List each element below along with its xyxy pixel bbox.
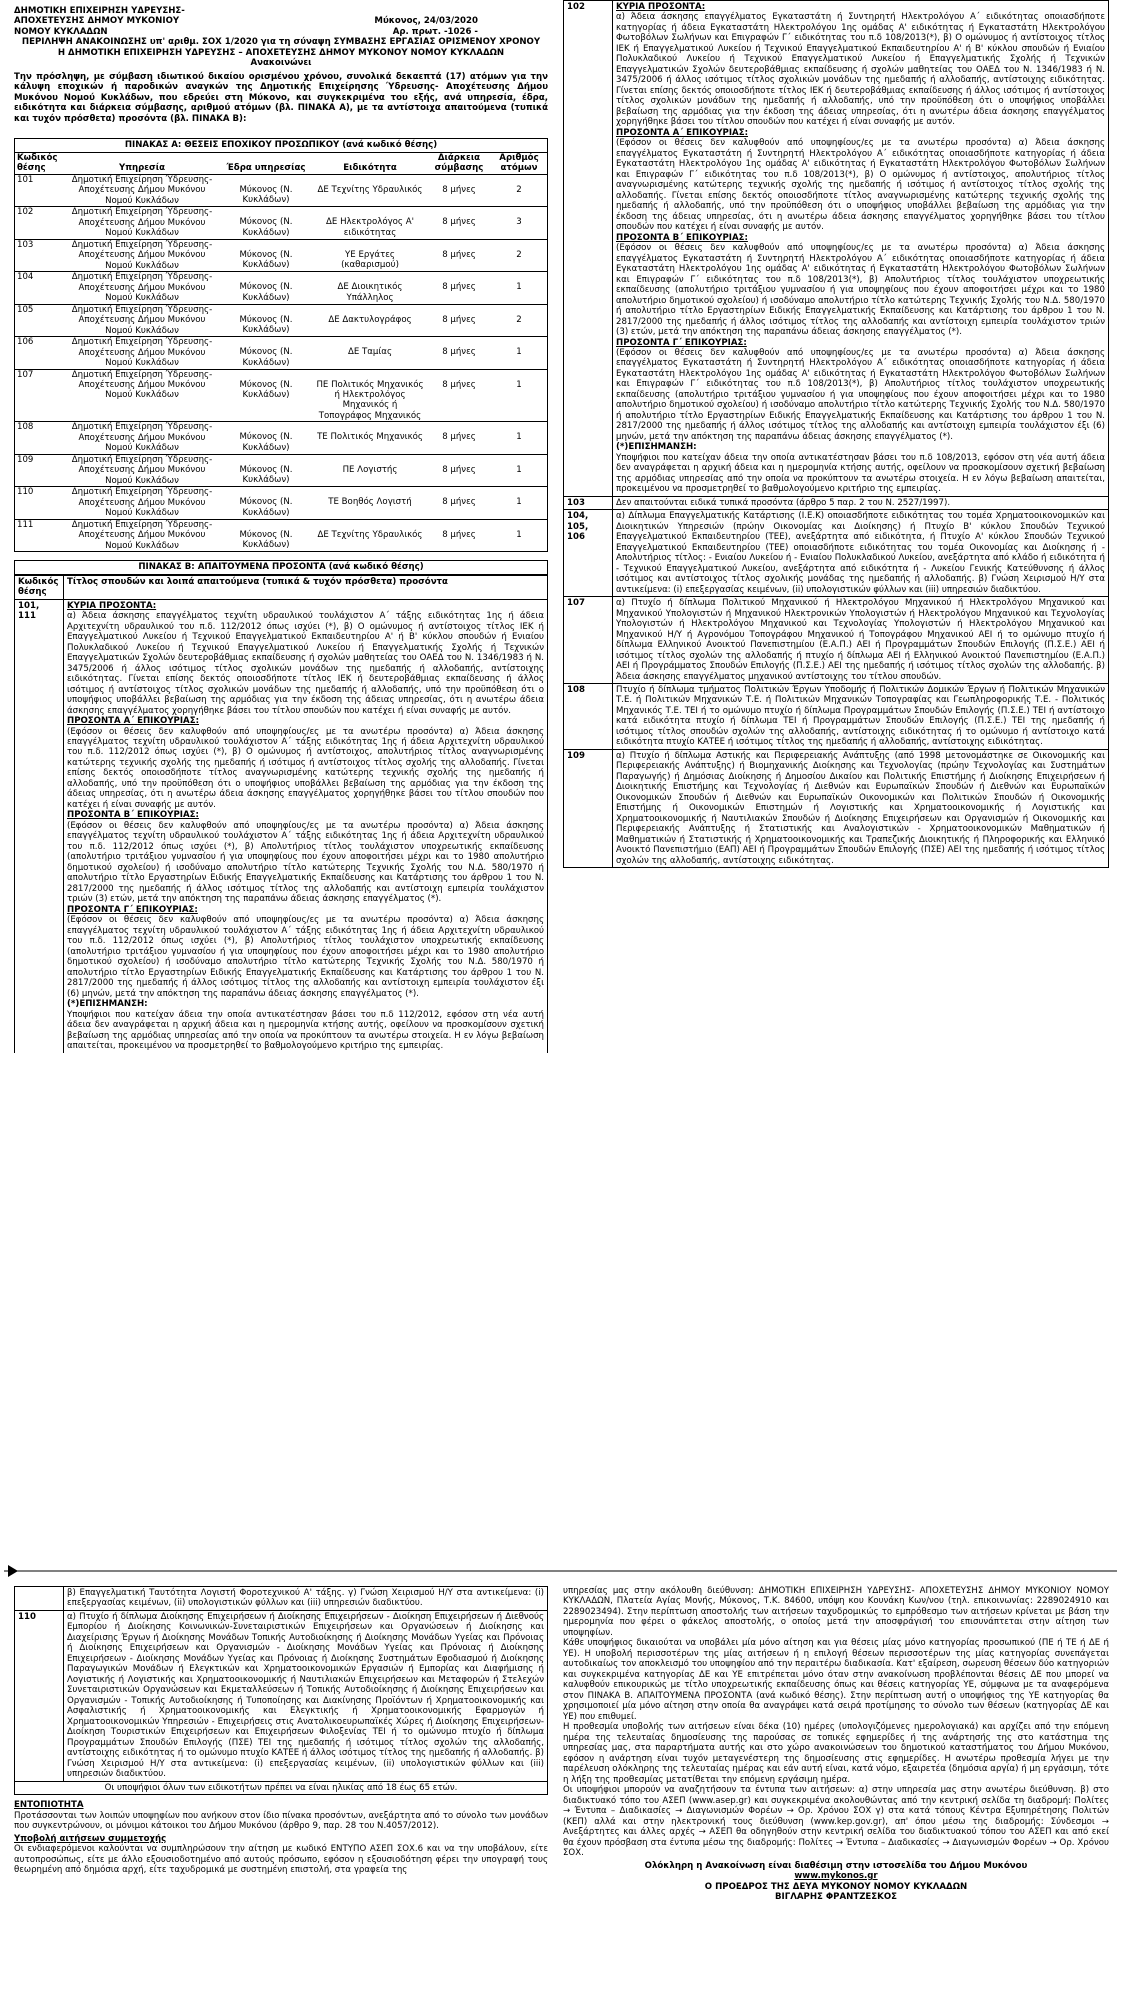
place-date: Μύκονος, 24/03/2020: [374, 16, 478, 27]
note-text: Υποψήφιοι που κατείχαν άδεια την οποία αντικατέστησαν βάσει του π.δ 112/2012, εφόσον στη νέα αυτή άδεια δεν αναγράφεται η αρχική άδεια και η ημερομηνία κτήσης αυτής, οφείλουν να προσκομίσουν σχετική βεβαίωση της αρμόδιας υπηρεσίας από την οποία να προκύπτουν τα ανωτέρω στοιχεία. Η εν λόγω βεβαίωση απαιτείται, προκειμένου να προσμετρηθεί το βαθμολογούμενο κριτήριο της εμπειρίας.: [67, 1009, 544, 1052]
row-count: 1: [491, 337, 547, 369]
table-b-head-code: Κωδικός θέσης: [15, 575, 64, 599]
row-code: [15, 1587, 64, 1611]
row-code: 110: [15, 1610, 64, 1781]
row-code: 108: [15, 422, 65, 454]
row-specialty: ΤΕ Βοηθός Λογιστή: [313, 487, 427, 519]
row-count: 2: [491, 304, 547, 336]
col-specialty: Ειδικότητα: [343, 163, 397, 174]
alt-c-text: (Εφόσον οι θέσεις δεν καλυφθούν από υποψηφίους/ες με τα ανωτέρω προσόντα) α) Άδεια άσκησης επαγγέλματος Εγκαταστάτη ή Συντηρητή Ηλεκτρολόγου Α΄ ειδικότητας οποιασδήποτε κατηγορίας ή άδεια Εγκαταστάτη Ηλεκτρολόγου 1ης ομάδας Α' ειδικότητας ή Εγκαταστάτη Ηλεκτρολόγου Φωτοβόλων Σωλήνων και Επιγραφών Γ΄ ειδικότητας του π.δ 108/2013(*), β) Απολυτήριος τίτλος τουλάχιστον υποχρεωτικής εκπαίδευσης (απολυτήριο τριτάξιου γυμνασίου ή για υποψηφίους που έχουν αποφοιτήσει μέχρι και το 1980 απολυτήριο δημοτικού σχολείου) ή ισοδύναμο απολυτήριο τίτλο κατώτερης Τεχνικής Σχολής του Ν.Δ. 580/1970 ή απολυτήριο τίτλο Εργαστηρίων Ειδικής Επαγγελματικής Εκπαίδευσης και Κατάρτισης του άρθρου 1 του Ν. 2817/2000 της ημεδαπής ή άλλος ισότιμος τίτλος της αλλοδαπής και αντίστοιχη εμπειρία τουλάχιστον έξι (6) μηνών, μετά την απόκτηση της παραπάνω άδειας άσκησης επαγγέλματος (*).: [616, 347, 1105, 442]
row-service: Δημοτική Επιχείρηση Ύδρευσης- Αποχέτευσης Δήμου Μυκόνου Νομού Κυκλάδων: [65, 304, 219, 336]
row-code: 103: [564, 496, 613, 509]
table-b-header-row: [15, 575, 547, 599]
row-duration: 8 μήνες: [427, 207, 491, 239]
row-qualifications: Πτυχίο ή δίπλωμα τμήματος Πολιτικών Έργων Υποδομής ή Πολιτικών Δομικών Έργων ή Πολιτικών Μηχανικών Τ.Ε. ή Πολιτικών Μηχανικών Τ.Ε. ή Πολιτικών Μηχανικών Τοπογραφίας και Γεωπληροφορικής Τ.Ε. - Πολιτικός Μηχανικός Τ.Ε. ΤΕΙ ή το ομώνυμο πτυχίο ή δίπλωμα Προγραμμάτων Σπουδών Επιλογής (Π.Σ.Ε.) ΤΕΙ ή αντίστοιχο κατά ειδικότητα πτυχίο ή δίπλωμα ΤΕΙ ή Προγραμμάτων Σπουδών Επιλογής (Π.Σ.Ε.) ΤΕΙ της ημεδαπής ή ισότιμος τίτλος σπουδών σχολών της αλλοδαπής, αντίστοιχης ειδικότητας ή το ομώνυμο ή αντίστοιχο κατά ειδικότητα πτυχίο ΚΑΤΕΕ ή ισότιμος τίτλος της ημεδαπής ή αλλοδαπής, αντίστοιχης ειδικότητας.: [613, 684, 1109, 750]
table-b-head-text: Τίτλος σπουδών και λοιπά απαιτούμενα (τυπικά & τυχόν πρόσθετα) προσόντα: [64, 575, 548, 599]
right-column: [563, 0, 1109, 868]
row-specialty: ΔΕ Δακτυλογράφος: [313, 304, 427, 336]
row-duration: 8 μήνες: [427, 519, 491, 551]
col-service: Υπηρεσία: [118, 163, 166, 174]
col-code: Κωδικός θέσης: [17, 152, 58, 174]
alt-c-text: (Εφόσον οι θέσεις δεν καλυφθούν από υποψηφίους/ες με τα ανωτέρω προσόντα) α) Άδεια άσκησης επαγγέλματος τεχνίτη υδραυλικού τουλάχιστον Α΄ τάξης ειδικότητας 1ης ή άδεια Αρχιτεχνίτη υδραυλικού του π.δ. 112/2012 όπως ισχύει (*), β) Απολυτήριος τίτλος τουλάχιστον υποχρεωτικής εκπαίδευσης (απολυτήριο τριτάξιου γυμνασίου ή για υποψηφίους που έχουν αποφοιτήσει μέχρι και το 1980 απολυτήριο δημοτικού σχολείου) ή ισοδύναμο απολυτήριο τίτλο κατώτερης Τεχνικής Σχολής του Ν.Δ. 580/1970 ή απολυτήριο τίτλο Εργαστηρίων Ειδικής Επαγγελματικής Εκπαίδευσης και Κατάρτισης του άρθρου 1 του Ν. 2817/2000 της ημεδαπής ή άλλος ισότιμος τίτλος της αλλοδαπής και αντίστοιχη εμπειρία τουλάχιστον έξι (6) μηνών, μετά την απόκτηση της παραπάνω άδειας άσκησης επαγγέλματος (*).: [67, 915, 544, 999]
main-qualifications-text: α) Άδεια άσκησης επαγγέλματος τεχνίτη υδραυλικού τουλάχιστον Α΄ τάξης ειδικότητας 1ης ή άδεια Αρχιτεχνίτη υδραυλικού του π.δ. 112/2012 όπως ισχύει (*), β) Ο ομώνυμος ή αντίστοιχος τίτλος ΙΕΚ ή Επαγγελματικού Λυκείου ή Τεχνικού Επαγγελματικού Εκπαιδευτηρίου Α' ή Β' κύκλου σπουδών ή Ενιαίου Πολυκλαδικού Λυκείου ή Τεχνικού Επαγγελματικού Λυκείου ή Επαγγελματικής Σχολής ή Τεχνικών Επαγγελματικών Σχολών δευτεροβάθμιας εκπαίδευσης ή σχολών μαθητείας του ΟΑΕΔ του Ν. 1346/1983 ή Ν. 3475/2006 ή άλλος ισότιμος τίτλος σχολικών μονάδων της ημεδαπής ή αλλοδαπής, αντίστοιχης ειδικότητας. Γίνεται επίσης δεκτός οποιοσδήποτε τίτλος ΙΕΚ ή δευτεροβάθμιας εκπαίδευσης ή άλλος ισότιμος ή αντίστοιχος τίτλος σχολικών μονάδων της ημεδαπής ή αλλοδαπής, υπό την προϋπόθεση ότι ο υποψήφιος υποβάλλει βεβαίωση της αρμόδιας για την έκδοση της άδειας υπηρεσίας, ότι η ανωτέρω άδεια άσκησης επαγγέλματος χορηγήθηκε βάσει του τίτλου σπουδών που κατέχει ή είναι συναφής με αυτόν.: [67, 611, 544, 716]
row-seat: Μύκονος (Ν. Κυκλάδων): [219, 487, 313, 519]
locality-heading: ΕΝΤΟΠΙΟΤΗΤΑ: [14, 1800, 84, 1811]
row-seat: Μύκονος (Ν. Κυκλάδων): [219, 239, 313, 271]
row-seat: Μύκονος (Ν. Κυκλάδων): [219, 422, 313, 454]
row-code: 102: [564, 1, 613, 497]
table-row: [15, 369, 547, 422]
table-row: [15, 1610, 548, 1781]
org-protocol-row: [14, 27, 548, 37]
table-row: [564, 510, 1109, 597]
row-service: Δημοτική Επιχείρηση Ύδρευσης- Αποχέτευσης Δήμου Μυκόνου Νομού Κυκλάδων: [65, 207, 219, 239]
row-specialty: ΤΕ Πολιτικός Μηχανικός: [313, 422, 427, 454]
row-duration: 8 μήνες: [427, 304, 491, 336]
row-qualifications: α) Δίπλωμα Επαγγελματικής Κατάρτισης (Ι.Ε.Κ) οποιασδήποτε ειδικότητας του τομέα Χρηματοοικονομικών και Διοικητικών Υπηρεσιών (πρώην Οικονομίας και Διοίκησης) ή Πτυχίο Β' κύκλου Σπουδών Τεχνικού Επαγγελματικού Εκπαιδευτηρίου (ΤΕΕ), ανεξάρτητα από ειδικότητα, ή Πτυχίο Α' κύκλου Σπουδών Τεχνικού Επαγγελματικού Εκπαιδευτηρίου (ΤΕΕ) οποιασδήποτε ειδικότητας του τομέα Οικονομίας και Διοίκησης ή - Απολυτήριος τίτλος: - Ενιαίου Λυκείου ή - Ενιαίου Πολυκλαδικού Λυκείου, ανεξάρτητα από κλάδο ή ειδικότητα ή - Τεχνικού Επαγγελματικού Λυκείου, ανεξάρτητα από ειδικότητα ή - Λυκείου Γενικής Κατεύθυνσης ή άλλος ισότιμος και αντίστοιχος τίτλος σχολικής μονάδας της ημεδαπής ή αλλοδαπής. β) Γνώση Χειρισμού Η/Υ στα αντικείμενα: (i) επεξεργασίας κειμένων, (ii) υπολογιστικών φύλλων και (iii) υπηρεσιών διαδικτύου.: [613, 510, 1109, 597]
table-row: [564, 749, 1109, 867]
row-code: 103: [15, 239, 65, 271]
row-code: 104: [15, 272, 65, 304]
left-column: [14, 0, 548, 1053]
table-b-grid-left: [15, 575, 547, 1053]
row-code: 109: [564, 749, 613, 867]
row-count: 1: [491, 369, 547, 422]
row-service: Δημοτική Επιχείρηση Ύδρευσης- Αποχέτευσης Δήμου Μυκόνου Νομού Κυκλάδων: [65, 174, 219, 206]
row-specialty: ΥΕ Εργάτες (καθαρισμού): [313, 239, 427, 271]
row-service: Δημοτική Επιχείρηση Ύδρευσης- Αποχέτευσης Δήμου Μυκόνου Νομού Κυκλάδων: [65, 454, 219, 486]
row-specialty: ΔΕ Τεχνίτης Υδραυλικός: [313, 174, 427, 206]
table-a: [14, 138, 548, 552]
table-b-grid-right: [563, 0, 1109, 868]
row-seat: Μύκονος (Ν. Κυκλάδων): [219, 272, 313, 304]
table-b-title: ΠΙΝΑΚΑΣ Β: ΑΠΑΙΤΟΥΜΕΝΑ ΠΡΟΣΟΝΤΑ (ανά κωδικό θέσης): [15, 561, 547, 574]
table-row: [15, 239, 547, 271]
row-code: 106: [15, 337, 65, 369]
row-service: Δημοτική Επιχείρηση Ύδρευσης- Αποχέτευσης Δήμου Μυκόνου Νομού Κυκλάδων: [65, 337, 219, 369]
announces-label: Ανακοινώνει: [250, 58, 312, 69]
row-code: 104, 105, 106: [564, 510, 613, 597]
alt-c-heading: ΠΡΟΣΟΝΤΑ Γ΄ ΕΠΙΚΟΥΡΙΑΣ:: [616, 337, 747, 348]
table-row: [15, 174, 547, 206]
row-service: Δημοτική Επιχείρηση Ύδρευσης- Αποχέτευσης Δήμου Μυκόνου Νομού Κυκλάδων: [65, 487, 219, 519]
note-heading: (*)ΕΠΙΣΗΜΑΝΣΗ:: [67, 999, 148, 1010]
row-qualifications: β) Επαγγελματική Ταυτότητα Λογιστή Φοροτεχνικού Α' τάξης. γ) Γνώση Χειρισμού Η/Υ στα αντικείμενα: (i) επεξεργασίας κειμένων, (ii) υπολογιστικών φύλλων και (iii) υπηρεσιών διαδικτύου.: [64, 1587, 548, 1611]
row-seat: Μύκονος (Ν. Κυκλάδων): [219, 454, 313, 486]
intro-paragraph: Την πρόσληψη, με σύμβαση ιδιωτικού δικαίου ορισμένου χρόνου, συνολικά δεκαεπτά (17) ατόμων για την κάλυψη εποχικών ή παροδικών αναγκών της Δημοτικής Επιχείρησης Ύδρευσης- Αποχέτευσης Δήμου Μυκόνου Νομού Κυκλάδων, που εδρεύει στη Μύκονο, και συγκεκριμένα του εξής, ανά υπηρεσία, έδρα, ειδικότητα και διάρκεια σύμβασης, αριθμού ατόμων (βλ. ΠΙΝΑΚΑ Α), με τα αντίστοιχα απαιτούμενα (τυπικά και τυχόν πρόσθετα) προσόντα (βλ. ΠΙΝΑΚΑ Β):: [14, 71, 548, 124]
row-count: 1: [491, 422, 547, 454]
row-seat: Μύκονος (Ν. Κυκλάδων): [219, 207, 313, 239]
main-qualifications-text: α) Άδεια άσκησης επαγγέλματος Εγκαταστάτη ή Συντηρητή Ηλεκτρολόγου Α΄ ειδικότητας οποιασδήποτε κατηγορίας ή άδεια Εγκαταστάτη Ηλεκτρολόγου 1ης ομάδας Α' ειδικότητας ή Εγκαταστάτη Ηλεκτρολόγου Φωτοβόλων Σωλήνων και Επιγραφών Γ΄ ειδικότητας του π.δ 108/2013(*), β) Ο ομώνυμος ή αντίστοιχος τίτλος ΙΕΚ ή Επαγγελματικού Λυκείου ή Τεχνικού Επαγγελματικού Εκπαιδευτηρίου Α' ή Β' κύκλου σπουδών ή Ενιαίου Πολυκλαδικού Λυκείου ή Τεχνικού Επαγγελματικού Λυκείου ή Επαγγελματικής Σχολής ή Τεχνικών Επαγγελματικών Σχολών δευτεροβάθμιας εκπαίδευσης ή σχολών μαθητείας του ΟΑΕΔ του Ν. 1346/1983 ή Ν. 3475/2006 ή άλλος ισότιμος τίτλος σχολικών μονάδων της ημεδαπής ή αλλοδαπής, αντίστοιχης ειδικότητας. Γίνεται επίσης δεκτός οποιοσδήποτε τίτλος ΙΕΚ ή δευτεροβάθμιας εκπαίδευσης ή άλλος ισότιμος ή αντίστοιχος τίτλος σχολικών μονάδων της ημεδαπής ή αλλοδαπής, υπό την προϋπόθεση ότι ο υποψήφιος υποβάλλει βεβαίωση της αρμόδιας για την έκδοση της άδειας υπηρεσίας, ότι η ανωτέρω άδεια άσκησης επαγγέλματος χορηγήθηκε βάσει του τίτλου σπουδών που κατέχει ή είναι συναφής με αυτόν.: [616, 12, 1105, 128]
summary-line-2: Η ΔΗΜΟΤΙΚΗ ΕΠΙΧΕΙΡΗΣΗ ΥΔΡΕΥΣΗΣ – ΑΠΟΧΕΤΕΥΣΗΣ ΔΗΜΟΥ ΜΥΚΟΝΟΥ ΝΟΜΟΥ ΚΥΚΛΑΔΩΝ: [57, 47, 505, 58]
table-row: [15, 454, 547, 486]
row-count: 3: [491, 207, 547, 239]
row-count: 1: [491, 454, 547, 486]
col-seat: Έδρα υπηρεσίας: [226, 163, 306, 174]
document-header: [14, 6, 548, 124]
row-code: 109: [15, 454, 65, 486]
org-line-3: ΝΟΜΟΥ ΚΥΚΛΑΔΩΝ: [14, 26, 108, 37]
row-count: 2: [491, 174, 547, 206]
locality-text: Προτάσσονται των λοιπών υποψηφίων που ανήκουν στον ίδιο πίνακα προσόντων, ανεξάρτητα από το σύνολο των μονάδων που συγκεντρώνουν, οι μόνιμοι κάτοικοι του Δήμου Μυκόνου (άρθρο 9, παρ. 28 του Ν.4057/2012).: [14, 1810, 548, 1832]
row-service: Δημοτική Επιχείρηση Ύδρευσης- Αποχέτευσης Δήμου Μυκόνου Νομού Κυκλάδων: [65, 272, 219, 304]
row-specialty: ΔΕ Τεχνίτης Υδραυλικός: [313, 519, 427, 551]
row-duration: 8 μήνες: [427, 272, 491, 304]
row-duration: 8 μήνες: [427, 337, 491, 369]
right-bottom-column: [563, 1586, 1109, 1903]
row-qualifications: [64, 599, 548, 1052]
summary-line-1: ΠΕΡΙΛΗΨΗ ΑΝΑΚΟΙΝΩΣΗΣ υπ' αριθμ. ΣΟΧ 1/2020 για τη σύναψη ΣΥΜΒΑΣΗΣ ΕΡΓΑΣΙΑΣ ΟΡΙΣΜΕΝΟΥ ΧΡΟΝΟΥ: [21, 37, 541, 48]
row-count: 1: [491, 519, 547, 551]
row-specialty: ΔΕ Διοικητικός Υπάλληλος: [313, 272, 427, 304]
signatory-name: ΒΙΓΛΑΡΗΣ ΦΡΑΝΤΖΕΣΚΟΣ: [775, 1892, 897, 1903]
table-a-grid: [15, 153, 547, 551]
row-seat: Μύκονος (Ν. Κυκλάδων): [219, 304, 313, 336]
row-seat: Μύκονος (Ν. Κυκλάδων): [219, 369, 313, 422]
alt-c-heading: ΠΡΟΣΟΝΤΑ Γ΄ ΕΠΙΚΟΥΡΙΑΣ:: [67, 904, 198, 915]
alt-a-heading: ΠΡΟΣΟΝΤΑ Α΄ ΕΠΙΚΟΥΡΙΑΣ:: [616, 127, 749, 138]
table-row: [15, 422, 547, 454]
alt-a-text: (Εφόσον οι θέσεις δεν καλυφθούν από υποψηφίους/ες με τα ανωτέρω προσόντα) α) Άδεια άσκησης επαγγέλματος τεχνίτη υδραυλικού τουλάχιστον Α΄ τάξης ειδικότητας 1ης ή άδεια Αρχιτεχνίτη υδραυλικού του π.δ. 112/2012 όπως ισχύει (*), β) Ο ομώνυμος ή αντίστοιχος, απολυτήριος τίτλος αναγνωρισμένης κατώτερης τεχνικής σχολής της ημεδαπής ή ισότιμος ή αντίστοιχος τίτλος σχολής της αλλοδαπής. Γίνεται επίσης δεκτός οποιοσδήποτε τίτλος αναγνωρισμένης κατώτερης τεχνικής σχολής της ημεδαπής ή αλλοδαπής, υπό την προϋπόθεση ότι ο υποψήφιος υποβάλλει βεβαίωση της αρμόδιας για την έκδοση της άδειας υπηρεσίας, ότι η ανωτέρω άδεια άσκησης επαγγέλματος χορηγήθηκε βάσει του τίτλου σπουδών που κατέχει ή είναι συναφής με αυτόν.: [67, 726, 544, 810]
protocol-number: Αρ. πρωτ. -1026 -: [392, 26, 478, 37]
row-duration: 8 μήνες: [427, 422, 491, 454]
deadline-paragraph: Η προθεσμία υποβολής των αιτήσεων είναι δέκα (10) ημέρες (υπολογιζόμενες ημερολογιακά) και αρχίζει από την επόμενη ημέρα της τελευταίας δημοσίευσης της παρούσας σε τοπικές εφημερίδες ή της ανάρτησής της στο κατάστημα της υπηρεσίας μας, στα παραρτήματα αυτής και στο χώρο ανακοινώσεων του δημοτικού καταστήματος του Δήμου Μυκόνου, εφόσον η ανάρτηση είναι τυχόν μεταγενέστερη της δημοσίευσης στις εφημερίδες. Η ανωτέρω προθεσμία λήγει με την παρέλευση ολόκληρης της τελευταίας ημέρας και εάν αυτή είναι, κατά νόμο, εξαιρετέα (δημόσια αργία) ή μη εργάσιμη, τότε η λήξη της προθεσμίας μετατίθεται την επόμενη εργάσιμη ημέρα.: [563, 1722, 1109, 1785]
row-qualifications: α) Πτυχίο ή δίπλωμα Πολιτικού Μηχανικού ή Ηλεκτρολόγου Μηχανικού ή Ηλεκτρολόγου Μηχανικού και Μηχανικού Υπολογιστών ή Μηχανικού Ηλεκτρονικών Υπολογιστών ή Ηλεκτρολόγου Μηχανικού και Τεχνολογίας Υπολογιστών ή Ηλεκτρολόγου Μηχανικού και Τεχνολογίας Υπολογιστών ή Ηλεκτρολόγου Μηχανικού και Μηχανικού Η/Υ ή Αγρονόμου Τοπογράφου Μηχανικού ή Τοπογράφου Μηχανικού ΑΕΙ ή το ομώνυμο πτυχίο ή δίπλωμα Ελληνικού Ανοικτού Πανεπιστημίου (Ε.Α.Π.) ΑΕΙ ή Προγραμμάτων Σπουδών Επιλογής (Π.Σ.Ε.) ΑΕΙ ή ισότιμος τίτλος σχολών της αλλοδαπής ή πτυχίο ή δίπλωμα ΑΕΙ ή Ελληνικού Ανοικτού Πανεπιστημίου (Ε.Α.Π.) ΑΕΙ ή Προγράμματος Σπουδών Επιλογής (Π.Σ.Ε.) ΑΕΙ της ημεδαπής ή ισότιμος τίτλος σχολών της αλλοδαπής. β) Άδεια άσκησης επαγγέλματος μηχανικού αντίστοιχης του τίτλου σπουδών.: [613, 597, 1109, 684]
table-row: [564, 684, 1109, 750]
alt-a-heading: ΠΡΟΣΟΝΤΑ Α΄ ΕΠΙΚΟΥΡΙΑΣ:: [67, 716, 200, 727]
continuation-arrow-icon: [4, 1562, 1117, 1580]
alt-b-text: (Εφόσον οι θέσεις δεν καλυφθούν από υποψηφίους/ες με τα ανωτέρω προσόντα) α) Άδεια άσκησης επαγγέλματος τεχνίτη υδραυλικού τουλάχιστον Α΄ τάξης ειδικότητας 1ης ή άδεια Αρχιτεχνίτη υδραυλικού του π.δ. 112/2012 όπως ισχύει (*), β) Απολυτήριος τίτλος τουλάχιστον υποχρεωτικής εκπαίδευσης (απολυτήριο τριτάξιου γυμνασίου ή για υποψηφίους που έχουν αποφοιτήσει μέχρι και το 1980 απολυτήριο δημοτικού σχολείου) ή ισοδύναμο απολυτήριο τίτλο κατώτερης Τεχνικής Σχολής του Ν.Δ. 580/1970 ή απολυτήριο τίτλο Εργαστηρίων Ειδικής Επαγγελματικής Εκπαίδευσης και Κατάρτισης του άρθρου 1 του Ν. 2817/2000 της ημεδαπής ή άλλος ισότιμος τίτλος της αλλοδαπής και αντίστοιχη εμπειρία τουλάχιστον τριών (3) ετών, μετά την απόκτηση της παραπάνω άδειας άσκησης επαγγέλματος (*).: [67, 820, 544, 905]
row-specialty: ΠΕ Πολιτικός Μηχανικός ή Ηλεκτρολόγος Μηχανικός ή Τοπογράφος Μηχανικός: [313, 369, 427, 422]
row-duration: 8 μήνες: [427, 454, 491, 486]
forms-paragraph: Οι υποψήφιοι μπορούν να αναζητήσουν τα έντυπα των αιτήσεων: α) στην υπηρεσία μας στην ανωτέρω διεύθυνση. β) στο διαδικτυακό τόπο του ΑΣΕΠ (www.asep.gr) και συγκεκριμένα ακολουθώντας από την κεντρική σελίδα τη διαδρομή: Πολίτες → Έντυπα – Διαδικασίες → Διαγωνισμών Φορέων → Ορ. Χρόνου ΣΟΧ γ) στα κατά τόπους Κέντρα Εξυπηρέτησης Πολιτών (ΚΕΠ) αλλά και στην ηλεκτρονική τους διεύθυνση (www.kep.gov.gr), απ' όπου μέσω της διαδρομής: Σύνδεσμοι → Ανεξάρτητες και άλλες αρχές → ΑΣΕΠ θα οδηγηθούν στην κεντρική σελίδα του διαδικτυακού τόπου του ΑΣΕΠ και από εκεί θα έχουν πρόσβαση στα έντυπα μέσω της διαδρομής: Πολίτες → Έντυπα – Διαδικασίες → Διαγωνισμών Φορέων → Ορ. Χρόνου ΣΟΧ.: [563, 1785, 1109, 1859]
row-code: 105: [15, 304, 65, 336]
row-code: 108: [564, 684, 613, 750]
row-specialty: ΠΕ Λογιστής: [313, 454, 427, 486]
org-line-2: ΑΠΟΧΕΤΕΥΣΗΣ ΔΗΜΟΥ ΜΥΚΟΝΙΟΥ: [14, 16, 180, 27]
row-qualifications: α) Πτυχίο ή δίπλωμα Διοίκησης Επιχειρήσεων ή Διοίκησης Επιχειρήσεων - Διοίκηση Επιχειρήσεων ή Διεθνούς Εμπορίου ή Διοίκησης Κοινωνικών-Συνεταιριστικών Επιχειρήσεων και Οργανώσεων ή Διοίκησης και Διαχείρισης Έργων ή Διοίκησης Μονάδων Τοπικής Αυτοδιοίκησης ή Διοίκησης Μονάδων Υγείας και Πρόνοιας ή Διοίκησης Επιχειρήσεων και Οργανισμών - Διοίκησης Μονάδων Υγείας και Πρόνοιας ή Διοίκησης Επιχειρήσεων - Διοίκησης Μονάδων Υγείας και Πρόνοιας ή Διοίκησης Συστημάτων Εφοδιασμού ή Διοίκησης Παραγωγικών Μονάδων ή Ελεγκτικών και Χρηματοοικονομικών Εργασιών ή Εμπορίας και Διαφήμισης ή Λογιστικής ή Λογιστικής και Χρηματοοικονομικής ή Ναυτιλιακών Επιχειρήσεων και Μεταφορών ή Στελεχών Συνεταιριστικών Οργανώσεων και Εκμεταλλεύσεων ή Τοπικής Αυτοδιοίκησης ή Διοίκησης Επιχειρήσεων και Οργανισμών - Τοπικής Αυτοδιοίκησης ή Τυποποίησης και Διακίνησης Προϊόντων ή Χρηματοοικονομικής και Ασφαλιστικής ή Χρηματοοικονομικής και Ελεγκτικής ή Χρηματοοικονομικής Εφαρμογών ή Χρηματοοικονομικών Υπηρεσιών - Επιχειρήσεις στις Ανατολικοευρωπαϊκές Χώρες ή Διοίκησης Επιχειρήσεων-Διοίκηση Τουριστικών Επιχειρήσεων και Επιχειρήσεων Φιλοξενίας ΤΕΙ ή το ομώνυμο πτυχίο ή δίπλωμα Προγραμμάτων Σπουδών Επιλογής (ΠΣΕ) ΤΕΙ της ημεδαπής ή ισότιμος τίτλος σχολών της αλλοδαπής, αντίστοιχης ειδικότητας ή το ομώνυμο πτυχίο ΚΑΤΕΕ ή άλλος ισότιμος τίτλος της ημεδαπής ή αλλοδαπής. β) Γνώση Χειρισμού Η/Υ στα αντικείμενα: (i) επεξεργασίας κειμένων, (ii) υπολογιστικών φύλλων και (iii) υπηρεσιών διαδικτύου.: [64, 1610, 548, 1781]
main-qualifications-heading: ΚΥΡΙΑ ΠΡΟΣΟΝΤΑ:: [67, 600, 157, 611]
note-heading: (*)ΕΠΙΣΗΜΑΝΣΗ:: [616, 442, 697, 453]
alt-b-text: (Εφόσον οι θέσεις δεν καλυφθούν από υποψηφίους/ες με τα ανωτέρω προσόντα) α) Άδεια άσκησης επαγγέλματος Εγκαταστάτη ή Συντηρητή Ηλεκτρολόγου Α΄ ειδικότητας οποιασδήποτε κατηγορίας ή άδεια Εγκαταστάτη Ηλεκτρολόγου 1ης ομάδας Α' ειδικότητας ή Εγκαταστάτη Ηλεκτρολόγου Φωτοβόλων Σωλήνων και Επιγραφών Γ΄ ειδικότητας του π.δ 108/2013(*), β) Απολυτήριος τίτλος τουλάχιστον υποχρεωτικής εκπαίδευσης (απολυτήριο τριτάξιου γυμνασίου ή για υποψηφίους που έχουν αποφοιτήσει μέχρι και το 1980 απολυτήριο δημοτικού σχολείου) ή ισοδύναμο απολυτήριο τίτλο κατώτερης Τεχνικής Σχολής του Ν.Δ. 580/1970 ή απολυτήριο τίτλο Εργαστηρίων Ειδικής Επαγγελματικής Εκπαίδευσης και Κατάρτισης του άρθρου 1 του Ν. 2817/2000 της ημεδαπής ή άλλος ισότιμος τίτλος της αλλοδαπής και αντίστοιχη εμπειρία τουλάχιστον τριών (3) ετών, μετά την απόκτηση της παραπάνω άδειας άσκησης επαγγέλματος (*).: [616, 243, 1105, 338]
row-specialty: ΔΕ Ηλεκτρολόγος Α' ειδικότητας: [313, 207, 427, 239]
row-service: Δημοτική Επιχείρηση Ύδρευσης- Αποχέτευσης Δήμου Μυκόνου Νομού Κυκλάδων: [65, 239, 219, 271]
row-specialty: ΔΕ Ταμίας: [313, 337, 427, 369]
row-duration: 8 μήνες: [427, 487, 491, 519]
table-row: [15, 599, 547, 1052]
table-row: [15, 1781, 548, 1794]
website-link[interactable]: www.mykonos.gr: [794, 1871, 878, 1882]
table-a-body: [15, 174, 547, 551]
row-qualifications: [613, 1, 1109, 497]
row-code: 101: [15, 174, 65, 206]
table-a-title: ΠΙΝΑΚΑΣ Α: ΘΕΣΕΙΣ ΕΠΟΧΙΚΟΥ ΠΡΟΣΩΠΙΚΟΥ (ανά κωδικό θέσης): [15, 139, 547, 152]
submission-text: Οι ενδιαφερόμενοι καλούνται να συμπληρώσουν την αίτηση με κωδικό ΕΝΤΥΠΟ ΑΣΕΠ ΣΟΧ.6 και να την υποβάλουν, είτε αυτοπροσώπως, είτε με άλλο εξουσιοδοτημένο από αυτούς πρόσωπο, εφόσον η εξουσιοδότηση φέρει την υπογραφή τους θεωρημένη από δημόσια αρχή, είτε ταχυδρομικά με συστημένη επιστολή, στα γραφεία της: [14, 1844, 548, 1876]
age-note: Οι υποψήφιοι όλων των ειδικοτήτων πρέπει να είναι ηλικίας από 18 έως 65 ετών.: [15, 1781, 548, 1794]
table-row: [15, 207, 547, 239]
col-count: Αριθμός ατόμων: [499, 152, 539, 174]
note-text: Υποψήφιοι που κατείχαν άδεια την οποία αντικατέστησαν βάσει του π.δ 108/2013, εφόσον στη νέα αυτή άδεια δεν αναγράφεται η αρχική άδεια και η ημερομηνία κτήσης αυτής, οφείλουν να προσκομίσουν σχετική βεβαίωση της αρμόδιας υπηρεσίας από την οποία να προκύπτουν τα ανωτέρω στοιχεία. Η εν λόγω βεβαίωση απαιτείται, προκειμένου να προσμετρηθεί το βαθμολογούμενο κριτήριο της εμπειρίας.: [616, 452, 1105, 495]
row-service: Δημοτική Επιχείρηση Ύδρευσης- Αποχέτευσης Δήμου Μυκόνου Νομού Κυκλάδων: [65, 422, 219, 454]
row-count: 2: [491, 239, 547, 271]
table-a-header-row: [15, 153, 547, 174]
row-service: Δημοτική Επιχείρηση Ύδρευσης- Αποχέτευσης Δήμου Μυκόνου Νομού Κυκλάδων: [65, 519, 219, 551]
row-qualifications: Δεν απαιτούνται ειδικά τυπικά προσόντα (άρθρο 5 παρ. 2 του Ν. 2527/1997).: [613, 496, 1109, 509]
row-seat: Μύκονος (Ν. Κυκλάδων): [219, 519, 313, 551]
address-paragraph: υπηρεσίας μας στην ακόλουθη διεύθυνση: ΔΗΜΟΤΙΚΗ ΕΠΙΧΕΙΡΗΣΗ ΥΔΡΕΥΣΗΣ- ΑΠΟΧΕΤΕΥΣΗΣ ΔΗΜΟΥ ΜΥΚΟΝΙΟΥ ΝΟΜΟΥ ΚΥΚΛΑΔΩΝ, Πλατεία Αγίας Μονής, Μύκονος, Τ.Κ. 84600, υπόψη κου Κουνάκη Κων/νου (τηλ. επικοινωνίας: 2289024910 και 2289023494). Στην περίπτωση αποστολής των αιτήσεων ταχυδρομικώς το εμπρόθεσμο των αιτήσεων κρίνεται με βάση την ημερομηνία που φέρει ο φάκελος αποστολής, ο οποίος μετά την αποσφράγισή του επισυνάπτεται στην αίτηση των υποψηφίων.: [563, 1586, 1109, 1638]
row-seat: Μύκονος (Ν. Κυκλάδων): [219, 337, 313, 369]
row-duration: 8 μήνες: [427, 369, 491, 422]
row-count: 1: [491, 487, 547, 519]
table-row: [15, 337, 547, 369]
row-code: 107: [15, 369, 65, 422]
table-b: [14, 560, 548, 1052]
org-date-row: [14, 16, 548, 26]
signatory-title: Ο ΠΡΟΕΔΡΟΣ ΤΗΣ ΔΕΥΑ ΜΥΚΟΝΟΥ ΝΟΜΟΥ ΚΥΚΛΑΔΩΝ: [704, 1881, 968, 1892]
alt-a-text: (Εφόσον οι θέσεις δεν καλυφθούν από υποψηφίους/ες με τα ανωτέρω προσόντα) α) Άδεια άσκησης επαγγέλματος Εγκαταστάτη ή Συντηρητή Ηλεκτρολόγου Α΄ ειδικότητας οποιασδήποτε κατηγορίας ή άδεια Εγκαταστάτη Ηλεκτρολόγου 1ης ομάδας Α' ειδικότητας ή Εγκαταστάτη Ηλεκτρολόγου Φωτοβόλων Σωλήνων και Επιγραφών Γ΄ ειδικότητας του π.δ 108/2013(*), β) Ο ομώνυμος ή αντίστοιχος, απολυτήριος τίτλος αναγνωρισμένης κατώτερης τεχνικής σχολής της ημεδαπής ή ισότιμος ή αντίστοιχος τίτλος σχολής της αλλοδαπής. Γίνεται επίσης δεκτός οποιοσδήποτε τίτλος αναγνωρισμένης κατώτερης τεχνικής σχολής της ημεδαπής ή αλλοδαπής, υπό την προϋπόθεση ότι ο υποψήφιος υποβάλλει βεβαίωση της αρμόδιας για την έκδοση της άδειας υπηρεσίας, ότι η ανωτέρω άδεια άσκησης επαγγέλματος χορηγήθηκε βάσει του τίτλου σπουδών που κατέχει ή είναι συναφής με αυτόν.: [616, 138, 1105, 233]
table-row: [15, 304, 547, 336]
alt-b-heading: ΠΡΟΣΟΝΤΑ Β΄ ΕΠΙΚΟΥΡΙΑΣ:: [67, 810, 199, 821]
full-text-note: Ολόκληρη η Ανακοίνωση είναι διαθέσιμη στην ιστοσελίδα του Δήμου Μυκόνου: [644, 1860, 1028, 1871]
row-code: 110: [15, 487, 65, 519]
row-seat: Μύκονος (Ν. Κυκλάδων): [219, 174, 313, 206]
org-line-1: ΔΗΜΟΤΙΚΗ ΕΠΙΧΕΙΡΗΣΗ ΥΔΡΕΥΣΗΣ-: [14, 6, 185, 16]
table-row: [564, 597, 1109, 684]
row-duration: 8 μήνες: [427, 239, 491, 271]
table-row: [15, 519, 547, 551]
table-row: [15, 1587, 548, 1611]
row-code: 111: [15, 519, 65, 551]
table-row: [15, 272, 547, 304]
row-service: Δημοτική Επιχείρηση Ύδρευσης- Αποχέτευσης Δήμου Μυκόνου Νομού Κυκλάδων: [65, 369, 219, 422]
table-row: [564, 496, 1109, 509]
one-application-paragraph: Κάθε υποψήφιος δικαιούται να υποβάλει μία μόνο αίτηση και για θέσεις μίας μόνο κατηγορίας προσωπικού (ΠΕ ή ΤΕ ή ΔΕ ή ΥΕ). Η υποβολή περισσοτέρων της μίας αιτήσεων ή η επιλογή θέσεων περισσοτέρων της μίας κατηγορίας συνεπάγεται αυτοδικαίως τον αποκλεισμό του υποψηφίου από την περαιτέρω διαδικασία. Κατ' εξαίρεση, σωρευση θέσεων δύο κατηγοριών και συγκεκριμένα κατηγορίας ΔΕ και ΥΕ επιτρέπεται μόνο όταν στην ανακοίνωση προβλέπονται θέσεις ΔΕ που μπορεί να καλυφθούν επικουρικώς με τίτλο υποχρεωτικής εκπαίδευσης όπως και θέσεις κατηγορίας ΥΕ, σύμφωνα με τα αναφερόμενα στον ΠΙΝΑΚΑ Β. ΑΠΑΙΤΟΥΜΕΝΑ ΠΡΟΣΟΝΤΑ (ανά κωδικό θέσης). Στην περίπτωση αυτή ο υποψήφιος της ΥΕ κατηγορίας θα χρησιμοποιεί μία μόνο αίτηση στην οποία θα αναγράψει κατά σειρά προτίμησης το σύνολο των θέσεων (κατηγορίας ΔΕ και ΥΕ) που επιθυμεί.: [563, 1638, 1109, 1722]
table-row: [15, 487, 547, 519]
main-qualifications-heading: ΚΥΡΙΑ ΠΡΟΣΟΝΤΑ:: [616, 2, 706, 12]
left-bottom-column: [14, 1586, 548, 1876]
row-code: 101, 111: [15, 599, 64, 1052]
submission-heading: Υποβολή αιτήσεων συμμετοχής: [14, 1833, 167, 1844]
row-count: 1: [491, 272, 547, 304]
row-code: 107: [564, 597, 613, 684]
row-qualifications: α) Πτυχίο ή δίπλωμα Αστικής και Περιφερειακής Ανάπτυξης (από 1998 μετονομάστηκε σε Οικονομικής και Περιφερειακής Ανάπτυξης) ή Βιομηχανικής Διοίκησης και Τεχνολογίας (πρώην Τεχνολογίας και Συστημάτων Παραγωγής) ή Δημόσιας Διοίκησης ή Δημοσίου Δικαίου και Πολιτικής Επιστήμης ή Διοίκησης Επιχειρήσεων ή Διοικητικής Επιστήμης και Τεχνολογίας ή Διεθνών και Ευρωπαϊκών Σπουδών ή Διεθνών και Ευρωπαϊκών Οικονομικών Σπουδών ή Διεθνών και Ευρωπαϊκών Οικονομικών και Πολιτικών Σπουδών ή Οικονομικής Επιστήμης ή Οικονομικών Επιστημών ή Λογιστικής και Χρηματοοικονομικής ή Λογιστικής και Χρηματοοικονομικής ή Ναυτιλιακών Σπουδών ή Διοίκησης Επιχειρήσεων και Οργανισμών ή Οικονομικής και Περιφερειακής Ανάπτυξης ή Στατιστικής και Αναλογιστικών - Χρηματοοικονομικών Μαθηματικών ή Μαθηματικών ή Στατιστικής ή Χρηματοοικονομικής και Τραπεζικής Διοικητικής ή Πληροφορικής και Ελληνικό Ανοικτό Πανεπιστήμιο (ΕΑΠ) ΑΕΙ ή Προγραμμάτων Σπουδών Επιλογής (ΠΣΕ) ΑΕΙ της ημεδαπής ή ισότιμος τίτλος σχολών της αλλοδαπής, αντίστοιχης ειδικότητας.: [613, 749, 1109, 867]
alt-b-heading: ΠΡΟΣΟΝΤΑ Β΄ ΕΠΙΚΟΥΡΙΑΣ:: [616, 232, 748, 243]
row-duration: 8 μήνες: [427, 174, 491, 206]
col-duration: Διάρκεια σύμβασης: [434, 152, 484, 174]
table-b-grid-bottom: [14, 1586, 548, 1795]
table-row: [564, 1, 1109, 497]
row-code: 102: [15, 207, 65, 239]
